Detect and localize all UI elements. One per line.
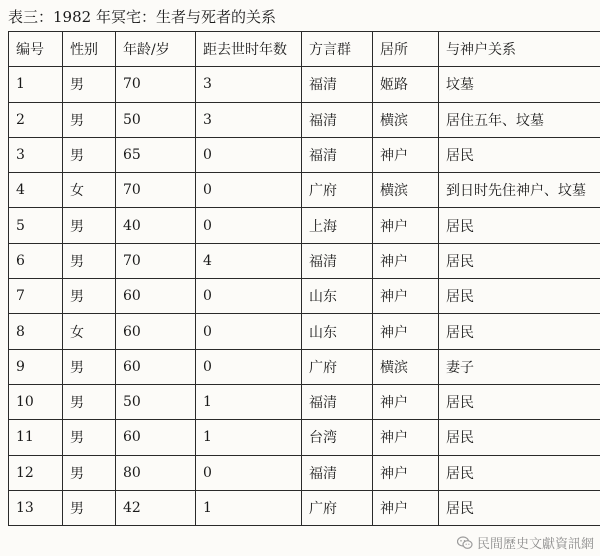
table-cell: 11 (9, 420, 63, 455)
column-header: 方言群 (302, 32, 373, 67)
table-cell: 4 (9, 173, 63, 208)
table-cell: 台湾 (302, 420, 373, 455)
table-cell: 广府 (302, 173, 373, 208)
table-row (9, 102, 600, 137)
table-cell: 70 (116, 67, 196, 102)
table-row (9, 173, 600, 208)
table-cell: 上海 (302, 208, 373, 243)
table-row (9, 455, 600, 490)
table-cell: 山东 (302, 279, 373, 314)
column-header: 与神户关系 (439, 32, 600, 67)
table-cell: 到日时先住神户、坟墓 (439, 173, 600, 208)
table-cell: 神户 (373, 208, 439, 243)
table-cell: 60 (116, 349, 196, 384)
table-cell: 居住五年、坟墓 (439, 102, 600, 137)
table-cell: 0 (196, 137, 302, 172)
table-cell: 2 (9, 102, 63, 137)
column-header: 编号 (9, 32, 63, 67)
table-row (9, 490, 600, 525)
table-cell: 居民 (439, 455, 600, 490)
table-row (9, 384, 600, 419)
table-cell: 横滨 (373, 349, 439, 384)
table-body (9, 67, 600, 526)
column-header: 距去世时年数 (196, 32, 302, 67)
table-cell: 神户 (373, 137, 439, 172)
table-cell: 男 (63, 67, 116, 102)
table-cell: 1 (196, 490, 302, 525)
table-cell: 65 (116, 137, 196, 172)
table-cell: 横滨 (373, 173, 439, 208)
table-cell: 居民 (439, 420, 600, 455)
table-cell: 山东 (302, 314, 373, 349)
column-header: 年龄/岁 (116, 32, 196, 67)
data-table (8, 31, 600, 526)
table-cell: 广府 (302, 349, 373, 384)
table-cell: 50 (116, 102, 196, 137)
table-cell: 神户 (373, 490, 439, 525)
table-cell: 福清 (302, 102, 373, 137)
table-cell: 60 (116, 314, 196, 349)
table-cell: 妻子 (439, 349, 600, 384)
table-cell: 男 (63, 137, 116, 172)
table-cell: 4 (196, 243, 302, 278)
table-cell: 坟墓 (439, 67, 600, 102)
table-cell: 3 (196, 102, 302, 137)
table-cell: 13 (9, 490, 63, 525)
table-cell: 0 (196, 173, 302, 208)
table-cell: 3 (9, 137, 63, 172)
table-cell: 男 (63, 384, 116, 419)
table-cell: 福清 (302, 67, 373, 102)
table-cell: 神户 (373, 279, 439, 314)
table-cell: 6 (9, 243, 63, 278)
watermark (457, 533, 594, 552)
table-row (9, 349, 600, 384)
table-cell: 福清 (302, 243, 373, 278)
table-cell: 男 (63, 102, 116, 137)
column-header: 居所 (373, 32, 439, 67)
table-row (9, 67, 600, 102)
table-cell: 神户 (373, 243, 439, 278)
table-cell: 40 (116, 208, 196, 243)
table-cell: 5 (9, 208, 63, 243)
table-cell: 居民 (439, 314, 600, 349)
table-cell: 1 (196, 384, 302, 419)
table-cell: 男 (63, 243, 116, 278)
table-cell: 女 (63, 173, 116, 208)
table-cell: 0 (196, 314, 302, 349)
table-cell: 男 (63, 208, 116, 243)
table-cell: 0 (196, 455, 302, 490)
table-cell: 70 (116, 243, 196, 278)
table-cell: 居民 (439, 490, 600, 525)
table-cell: 神户 (373, 314, 439, 349)
table-cell: 80 (116, 455, 196, 490)
table-cell: 60 (116, 279, 196, 314)
table-cell: 8 (9, 314, 63, 349)
table-cell: 12 (9, 455, 63, 490)
table-row (9, 279, 600, 314)
table-cell: 居民 (439, 208, 600, 243)
table-cell: 70 (116, 173, 196, 208)
table-cell: 0 (196, 349, 302, 384)
table-cell: 横滨 (373, 102, 439, 137)
table-row (9, 137, 600, 172)
table-caption: 表三：1982 年冥宅：生者与死者的关系 (8, 8, 276, 26)
table-cell: 女 (63, 314, 116, 349)
table-row (9, 314, 600, 349)
table-cell: 3 (196, 67, 302, 102)
table-cell: 男 (63, 420, 116, 455)
table-cell: 男 (63, 349, 116, 384)
table-cell: 50 (116, 384, 196, 419)
table-cell: 10 (9, 384, 63, 419)
table-cell: 居民 (439, 137, 600, 172)
table-cell: 姬路 (373, 67, 439, 102)
table-cell: 1 (196, 420, 302, 455)
table-cell: 男 (63, 490, 116, 525)
table-cell: 60 (116, 420, 196, 455)
table-row (9, 243, 600, 278)
table-cell: 0 (196, 208, 302, 243)
table-cell: 居民 (439, 243, 600, 278)
column-header: 性别 (63, 32, 116, 67)
watermark-text: 民間歷史文獻資訊網 (476, 537, 594, 552)
table-cell: 1 (9, 67, 63, 102)
table-cell: 7 (9, 279, 63, 314)
table-container (8, 31, 600, 526)
table-cell: 男 (63, 279, 116, 314)
table-row (9, 420, 600, 455)
table-cell: 福清 (302, 455, 373, 490)
table-cell: 男 (63, 455, 116, 490)
table-row (9, 208, 600, 243)
table-cell: 福清 (302, 384, 373, 419)
table-cell: 42 (116, 490, 196, 525)
table-cell: 神户 (373, 420, 439, 455)
table-cell: 居民 (439, 279, 600, 314)
wechat-icon (457, 536, 473, 550)
table-cell: 神户 (373, 384, 439, 419)
table-cell: 福清 (302, 137, 373, 172)
table-cell: 广府 (302, 490, 373, 525)
table-cell: 居民 (439, 384, 600, 419)
table-cell: 神户 (373, 455, 439, 490)
table-cell: 0 (196, 279, 302, 314)
table-header-row (9, 32, 600, 67)
table-cell: 9 (9, 349, 63, 384)
